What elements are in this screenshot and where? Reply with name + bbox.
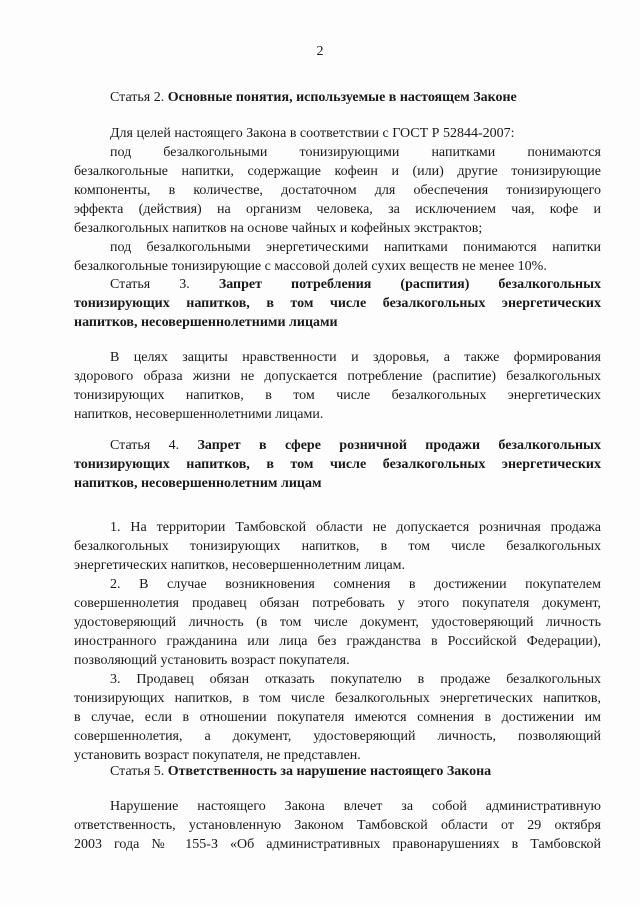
- definition-2-line: под безалкогольными энергетическими напитками понимаются напитки: [110, 240, 601, 255]
- article-2-heading: [74, 88, 601, 107]
- article-4-title-line: напитков, несовершеннолетним лицам: [74, 476, 322, 491]
- article-5-prefix: Статья 5.: [110, 764, 165, 779]
- article-4-item-3-line: совершеннолетия, а документ, удостоверяющий личность, позволяющий: [74, 729, 601, 744]
- article-4-heading: [74, 436, 601, 493]
- article-3-heading: [74, 275, 601, 332]
- article-3-body: [74, 348, 601, 424]
- article-4-item-3-line: в случае, если в отношении покупателя имеются сомнения в достижении им: [74, 710, 601, 725]
- definition-1-line: безалкогольных напитков на основе чайных и кофейных экстрактов;: [74, 221, 483, 236]
- article-5-body-line: ответственность, установленную Законом Тамбовской области от 29 октября: [74, 818, 601, 833]
- definition-1-line: компоненты, в количестве, достаточном для обеспечения тонизирующего: [74, 183, 601, 198]
- article-3-body-line: В целях защиты нравственности и здоровья, а также формирования: [110, 350, 601, 365]
- article-3-heading-line: [74, 313, 601, 332]
- article-3-heading-line: [74, 275, 601, 294]
- article-4-item-2-line: совершеннолетия продавец обязан потребовать у этого покупателя документ,: [74, 596, 601, 611]
- article-4-item-3-line: установить возраст покупателя, не представлен.: [74, 748, 361, 763]
- article-4-item-2-line: удостоверяющий личность (в том числе документ, удостоверяющий личность: [74, 615, 601, 630]
- article-4-item-2-line: позволяющий установить возраст покупателя.: [74, 653, 350, 668]
- article-4-item-2-line: иностранного гражданина или лица без гражданства в Российской Федерации),: [74, 634, 601, 649]
- article-4-title-line: Запрет в сфере розничной продажи безалкогольных: [197, 438, 601, 453]
- article-5-body: [74, 797, 601, 854]
- article-4-item-1-line: энергетических напитков, несовершеннолетним лицам.: [74, 558, 406, 573]
- article-2-heading-line: [74, 88, 601, 107]
- article-3-title-line: тонизирующих напитков, в том числе безалкогольных энергетических: [74, 296, 601, 311]
- article-5-heading-line: [74, 762, 601, 781]
- article-2-intro-line: Для целей настоящего Закона в соответствии с ГОСТ Р 52844-2007:: [110, 126, 515, 141]
- page-number: 2: [316, 44, 324, 59]
- article-5-title: Ответственность за нарушение настоящего Закона: [167, 764, 492, 779]
- article-3-title-line: Запрет потребления (распития) безалкогольных: [218, 277, 602, 292]
- article-2-definition-1: [74, 143, 601, 276]
- article-4-heading-line: [74, 436, 601, 455]
- article-4-item-1-line: безалкогольных тонизирующих напитков, в том числе безалкогольных: [74, 539, 601, 554]
- article-3-title-line: напитков, несовершеннолетними лицами: [74, 315, 338, 330]
- article-4-item-3-line: тонизирующих напитков, в том числе безалкогольных энергетических напитков,: [74, 691, 601, 706]
- article-4-heading-line: [74, 474, 601, 493]
- article-5-body-line: Нарушение настоящего Закона влечет за собой административную: [110, 799, 601, 814]
- article-4-body: [74, 518, 601, 765]
- article-5-body-line: 2003 года № 155-З «Об административных правонарушениях в Тамбовской: [74, 837, 601, 852]
- article-5-heading: [74, 762, 601, 781]
- article-2-intro: [74, 124, 601, 143]
- article-3-body-line: тонизирующих напитков, в том числе безалкогольных энергетических: [74, 388, 601, 403]
- article-3-body-line: здорового образа жизни не допускается потребление (распитие) безалкогольных: [74, 369, 601, 384]
- article-2-prefix: Статья 2.: [110, 90, 165, 105]
- article-3-body-line: напитков, несовершеннолетними лицами.: [74, 407, 324, 422]
- article-2-title: Основные понятия, используемые в настоящем Законе: [167, 90, 517, 105]
- article-4-item-2-line: 2. В случае возникновения сомнения в достижении покупателем: [110, 577, 601, 592]
- article-4-item-1-line: 1. На территории Тамбовской области не допускается розничная продажа: [110, 520, 601, 535]
- article-4-heading-line: [74, 455, 601, 474]
- definition-1-line: безалкогольные напитки, содержащие кофеин и (или) другие тонизирующие: [74, 164, 601, 179]
- article-3-heading-line: [74, 294, 601, 313]
- article-3-prefix: Статья 3.: [110, 277, 190, 292]
- article-4-title-line: тонизирующих напитков, в том числе безалкогольных энергетических: [74, 457, 601, 472]
- definition-1-line: под безалкогольными тонизирующими напитками понимаются: [110, 145, 601, 160]
- article-4-item-3-line: 3. Продавец обязан отказать покупателю в продаже безалкогольных: [110, 672, 601, 687]
- definition-1-line: эффекта (действия) на организм человека, за исключением чая, кофе и: [74, 202, 601, 217]
- definition-2-line: безалкогольные тонизирующие с массовой долей сухих веществ не менее 10%.: [74, 259, 547, 274]
- article-4-prefix: Статья 4.: [110, 438, 180, 453]
